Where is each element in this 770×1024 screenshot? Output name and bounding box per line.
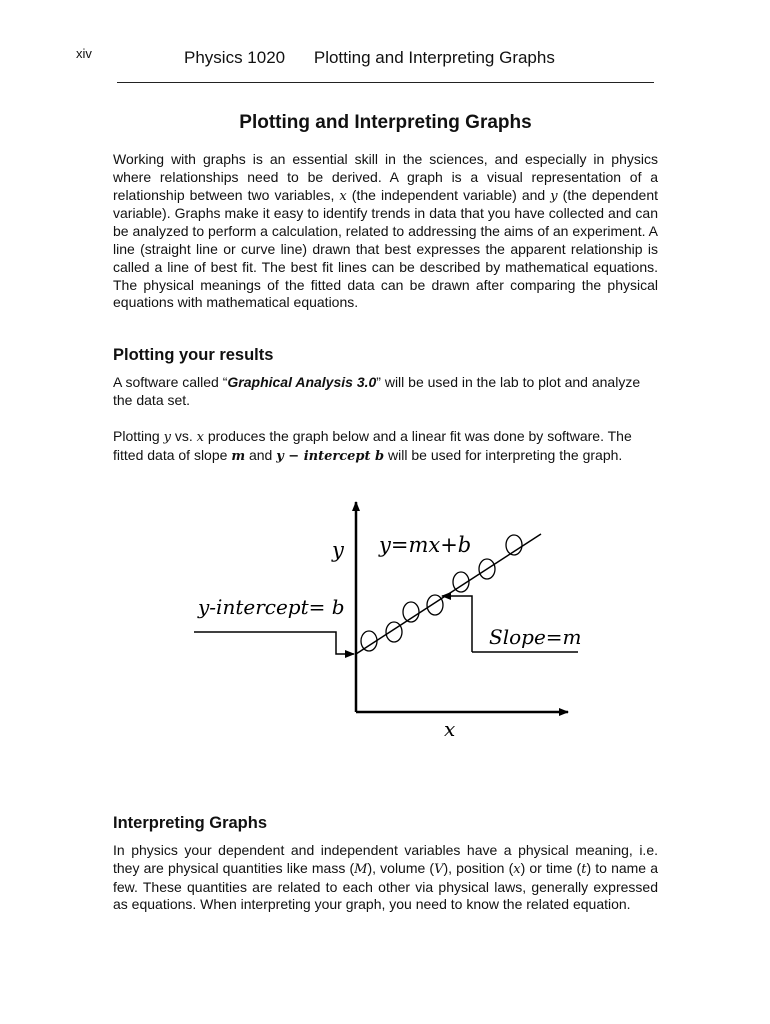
interp-text-1: In physics your dependent and independent variables have a physical meaning, i.e. they are physical quantities like mass ( [113, 842, 658, 876]
page-number: xiv [76, 46, 92, 61]
p2-text-d: and [245, 446, 277, 463]
interpreting-paragraph [113, 842, 658, 914]
intro-text-3: (the dependent variable). Graphs make it easy to identify trends in data that you have collected and can be analyzed to perform a calculation, related to addressing the aims of an experiment. A line (straight line or curve line) drawn that best expresses the apparent relationship is called a line of best fit. The best fit lines can be described by mathematical equations. The physical meanings of the fitted data can be drawn after comparing the physical equations with mathematical equations. [113, 186, 659, 311]
intro-text-1: Working with graphs is an essential skill in the sciences, and especially in physics where relationships need to be derived. A graph is a visual representation of a relationship between two variables, [113, 151, 658, 203]
p2-text-a: Plotting [113, 428, 164, 444]
interp-text-5: ) to name a few. These quantities are related to each other via physical laws, generally expressed as equations. When interpreting your graph, you need to know the related equation. [113, 859, 659, 913]
intro-paragraph [113, 151, 658, 312]
slope-pointer [442, 596, 472, 652]
course-name: Physics 1020 [184, 48, 286, 67]
data-point [386, 622, 402, 642]
page-title: Plotting and Interpreting Graphs [239, 112, 532, 133]
p1-text-a: A software called “ [113, 374, 228, 390]
running-header [184, 48, 555, 68]
p2-var-m: m [231, 448, 246, 464]
equation-label: y=mx+b [379, 533, 472, 557]
slope-label: Slope=m [489, 625, 582, 649]
p2-text-b: vs. [170, 428, 197, 444]
p2-text-c: produces the graph below and a linear fit was done by software. The fitted data of slope [113, 428, 632, 463]
intro-text-2: (the independent variable) and [346, 186, 551, 203]
plotting-paragraph-1 [113, 374, 643, 410]
var-time: t [581, 861, 587, 877]
data-point [361, 631, 377, 651]
var-mass: M [354, 861, 368, 877]
p2-var-yint: y − intercept b [276, 448, 385, 464]
intercept-label: y-intercept= b [198, 595, 345, 619]
plotting-paragraph-2 [113, 428, 648, 466]
header-rule [117, 82, 654, 83]
var-volume: V [434, 861, 444, 877]
plotting-heading: Plotting your results [113, 346, 274, 364]
p2-var-x: x [196, 430, 204, 445]
intercept-pointer [194, 632, 354, 654]
var-position: x [513, 861, 521, 877]
interp-text-2: ), volume ( [367, 859, 435, 876]
interp-text-3: ), position ( [443, 859, 514, 876]
x-axis-label: x [444, 717, 456, 741]
p2-text-e: will be used for interpreting the graph. [384, 446, 623, 463]
linear-fit-diagram [180, 490, 590, 750]
var-x: x [339, 188, 347, 204]
data-point [427, 595, 443, 615]
chapter-name: Plotting and Interpreting Graphs [313, 48, 555, 67]
p1-text-b: ” will be used in the lab to plot and analyze the data set. [113, 374, 641, 408]
var-y: y [550, 188, 558, 204]
interpreting-heading: Interpreting Graphs [113, 814, 268, 832]
y-axis-label: y [332, 538, 344, 562]
interp-text-4: ) or time ( [520, 859, 582, 876]
software-name: Graphical Analysis 3.0 [227, 374, 377, 390]
p2-var-y: y [163, 430, 171, 445]
